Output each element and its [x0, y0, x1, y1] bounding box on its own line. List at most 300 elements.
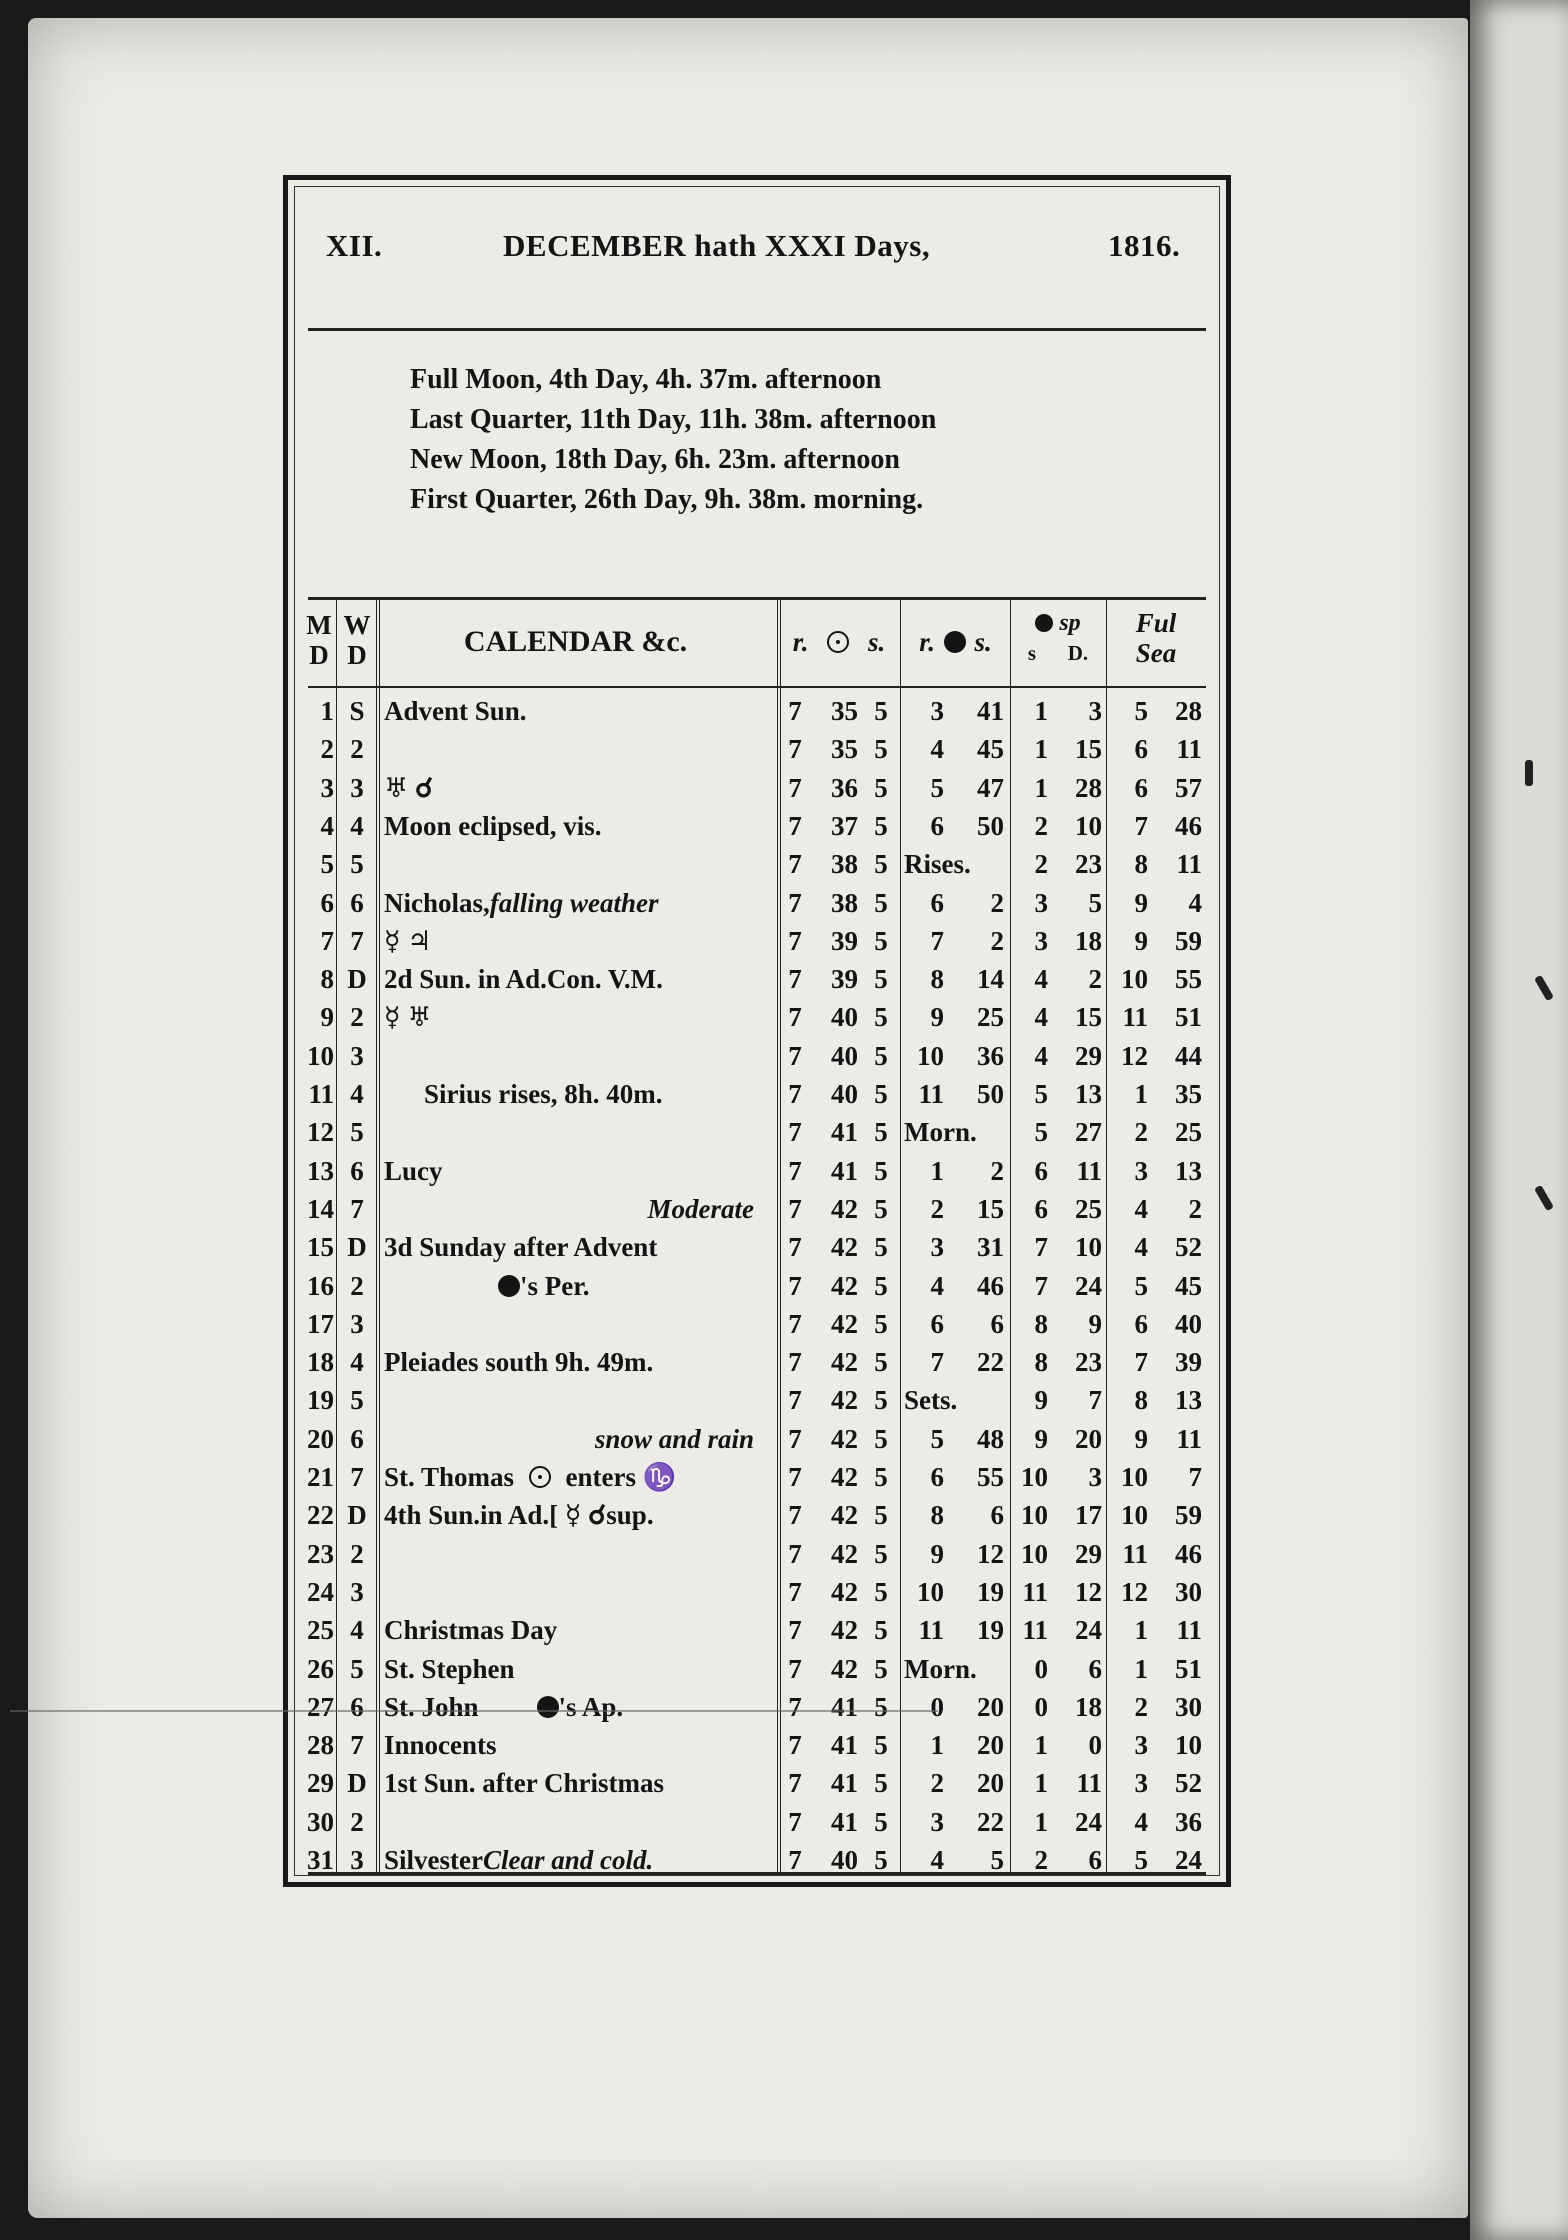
sun-rise-minute: 41 — [831, 1730, 858, 1761]
full-sea-minute: 13 — [1175, 1155, 1202, 1186]
moon-hour: 6 — [930, 1462, 944, 1492]
moon-minute: 2 — [990, 887, 1004, 918]
event-text: Pleiades south 9h. 49m. — [384, 1347, 654, 1378]
month-day: 17 — [307, 1308, 334, 1339]
moon-minute: 15 — [977, 1193, 1004, 1224]
sun-rise-hour: 7 — [788, 1462, 802, 1492]
full-sea-minute: 25 — [1175, 1117, 1202, 1148]
moon-south-hour: 1 — [1034, 772, 1048, 803]
moon-minute: 20 — [977, 1691, 1004, 1722]
sun-rise-minute: 38 — [831, 887, 858, 918]
sun-rise-minute: 38 — [831, 849, 858, 880]
table-row — [288, 1764, 1226, 1802]
moon-minute: 36 — [977, 1040, 1004, 1071]
moon-south-hour: 1 — [1034, 1768, 1048, 1799]
moon-south-hour: 1 — [1034, 1806, 1048, 1837]
event-text: 3d Sunday after Advent — [384, 1232, 658, 1263]
sun-set-hour: 5 — [874, 1462, 888, 1492]
sun-rise-hour: 7 — [788, 1270, 802, 1301]
sun-rise-hour: 7 — [788, 1730, 802, 1761]
sun-set-hour: 5 — [874, 849, 888, 880]
moon-south-hour: 3 — [1034, 925, 1048, 956]
moon-south-minute: 11 — [1076, 1768, 1102, 1799]
sun-rise-hour: 7 — [788, 1768, 802, 1799]
sun-set-hour: 5 — [874, 1538, 888, 1569]
sun-rise-hour: 7 — [788, 1385, 802, 1416]
sun-rise-minute: 35 — [831, 696, 858, 726]
week-day: 7 — [350, 1193, 364, 1224]
week-day: 2 — [350, 1002, 364, 1033]
month-day: 2 — [320, 734, 334, 765]
full-sea-hour: 12 — [1121, 1576, 1148, 1607]
sun-rise-minute: 41 — [831, 1117, 858, 1148]
full-sea-hour: 9 — [1134, 925, 1148, 956]
col-week-day: W D — [343, 610, 371, 670]
month-day: 7 — [320, 925, 334, 956]
week-day: 2 — [350, 1538, 364, 1569]
full-sea-hour: 7 — [1134, 1347, 1148, 1378]
moon-south-hour: 7 — [1034, 1270, 1048, 1301]
sun-rise-hour: 7 — [788, 1079, 802, 1109]
sun-set-hour: 5 — [874, 1117, 888, 1148]
week-day: 4 — [350, 810, 364, 841]
moon-minute: 25 — [977, 1002, 1004, 1033]
sun-rise-minute: 41 — [831, 1155, 858, 1186]
moon-south-hour: 0 — [1034, 1691, 1048, 1722]
sun-set-hour: 5 — [874, 1232, 888, 1263]
moon-south-minute: 2 — [1088, 964, 1102, 995]
full-sea-minute: 46 — [1175, 1538, 1202, 1569]
col-month-day: M D — [306, 610, 332, 670]
event-text: ☿ ♃ — [384, 925, 432, 956]
moon-south-minute: 18 — [1075, 1691, 1102, 1722]
moon-south-hour: 8 — [1034, 1347, 1048, 1378]
full-sea-hour: 10 — [1121, 964, 1148, 995]
moon-minute: 47 — [977, 772, 1004, 803]
moon-hour: 5 — [930, 1423, 944, 1454]
event-text: snow and rain — [594, 1423, 754, 1454]
sun-rise-hour: 7 — [788, 1615, 802, 1646]
month-day: 5 — [320, 849, 334, 880]
table-row — [288, 1688, 1226, 1726]
sun-rise-minute: 42 — [831, 1615, 858, 1646]
full-sea-minute: 51 — [1175, 1653, 1202, 1684]
full-sea-hour: 9 — [1134, 887, 1148, 918]
moon-rise-set: Rises. — [904, 849, 971, 880]
moon-south-minute: 29 — [1075, 1040, 1102, 1071]
sun-rise-hour: 7 — [788, 810, 802, 841]
sun-rise-hour: 7 — [788, 1653, 802, 1684]
table-row — [288, 1113, 1226, 1151]
moon-south-hour: 6 — [1034, 1155, 1048, 1186]
event-text: 4th Sun.in Ad.[ ☿ ☌sup. — [384, 1500, 654, 1531]
table-row — [288, 960, 1226, 998]
moon-south-hour: 6 — [1034, 1193, 1048, 1224]
event-text: Advent Sun. — [384, 696, 527, 726]
moon-minute: 22 — [977, 1806, 1004, 1837]
col-calendar: CALENDAR &c. — [463, 625, 688, 658]
full-sea-hour: 5 — [1134, 696, 1148, 726]
event-text: St. Thomas enters ♑ — [384, 1462, 677, 1492]
table-row — [288, 1381, 1226, 1419]
sun-rise-minute: 40 — [831, 1845, 858, 1875]
sun-set-hour: 5 — [874, 734, 888, 765]
sun-symbol — [529, 1466, 551, 1488]
moon-minute: 2 — [990, 925, 1004, 956]
sun-rise-hour: 7 — [788, 772, 802, 803]
sun-rise-hour: 7 — [788, 1423, 802, 1454]
moon-icon — [944, 631, 966, 653]
full-sea-hour: 5 — [1134, 1845, 1148, 1875]
sun-rise-hour: 7 — [788, 1691, 802, 1722]
moon-hour: 3 — [930, 1806, 944, 1837]
moon-south-minute: 18 — [1075, 925, 1102, 956]
moon-south-minute: 24 — [1075, 1615, 1102, 1646]
phase-line: Last Quarter, 11th Day, 11h. 38m. afternoon — [410, 404, 937, 435]
month-day: 15 — [307, 1232, 334, 1263]
table-row — [288, 1726, 1226, 1764]
moon-south-minute: 23 — [1075, 1347, 1102, 1378]
moon-south-minute: 29 — [1075, 1538, 1102, 1569]
table-row — [288, 1611, 1226, 1649]
sun-rise-minute: 42 — [831, 1538, 858, 1569]
moon-hour: 3 — [930, 1232, 944, 1263]
sun-set-hour: 5 — [874, 887, 888, 918]
week-day: S — [349, 696, 365, 726]
sun-rise-minute: 41 — [831, 1691, 858, 1722]
full-sea-minute: 51 — [1175, 1002, 1202, 1033]
sun-rise-minute: 41 — [831, 1768, 858, 1799]
full-sea-hour: 1 — [1134, 1079, 1148, 1109]
month-day: 3 — [320, 772, 334, 803]
sun-rise-minute: 42 — [831, 1308, 858, 1339]
sun-set-hour: 5 — [874, 1730, 888, 1761]
sun-rise-hour: 7 — [788, 964, 802, 995]
facing-page-edge — [1470, 0, 1568, 2240]
sun-set-hour: 5 — [874, 1002, 888, 1033]
sun-rise-minute: 40 — [831, 1079, 858, 1109]
week-day: 3 — [350, 1576, 364, 1607]
moon-phases — [410, 360, 936, 520]
sun-set-hour: 5 — [874, 1079, 888, 1109]
moon-symbol — [498, 1275, 520, 1297]
table-row — [288, 1190, 1226, 1228]
full-sea-minute: 52 — [1175, 1232, 1202, 1263]
moon-south-minute: 11 — [1076, 1155, 1102, 1186]
month-day: 29 — [307, 1768, 334, 1799]
sun-rise-hour: 7 — [788, 1308, 802, 1339]
table-row — [288, 1228, 1226, 1266]
moon-south-hour: 1 — [1034, 1730, 1048, 1761]
sun-set-hour: 5 — [874, 696, 888, 726]
sun-rise-hour: 7 — [788, 1806, 802, 1837]
moon-south-minute: 20 — [1075, 1423, 1102, 1454]
moon-hour: 1 — [930, 1730, 944, 1761]
moon-hour: 9 — [930, 1002, 944, 1033]
moon-south-hour: 2 — [1034, 810, 1048, 841]
week-day: 6 — [350, 1691, 364, 1722]
week-day: 7 — [350, 1730, 364, 1761]
sun-set-hour: 5 — [874, 1576, 888, 1607]
full-sea-hour: 10 — [1121, 1462, 1148, 1492]
event-text: Christmas Day — [384, 1615, 558, 1646]
moon-hour: 3 — [930, 696, 944, 726]
full-sea-hour: 2 — [1134, 1691, 1148, 1722]
full-sea-minute: 10 — [1175, 1730, 1202, 1761]
moon-south-minute: 10 — [1075, 810, 1102, 841]
moon-south-hour: 4 — [1034, 1002, 1048, 1033]
sun-rise-hour: 7 — [788, 1040, 802, 1071]
full-sea-minute: 24 — [1175, 1845, 1202, 1875]
week-day: D — [347, 1232, 367, 1263]
sun-rise-minute: 42 — [831, 1462, 858, 1492]
table-row — [288, 1075, 1226, 1113]
moon-south-minute: 24 — [1075, 1806, 1102, 1837]
moon-south-hour: 4 — [1034, 964, 1048, 995]
moon-south-hour: 2 — [1034, 849, 1048, 880]
month-day: 1 — [320, 696, 334, 726]
col-sun: r. s. — [792, 627, 886, 657]
week-day: 5 — [350, 1653, 364, 1684]
full-sea-hour: 1 — [1134, 1615, 1148, 1646]
full-sea-hour: 5 — [1134, 1270, 1148, 1301]
col-moon-south: sp s D. — [1027, 610, 1089, 665]
full-sea-minute: 11 — [1176, 849, 1202, 880]
sun-set-hour: 5 — [874, 810, 888, 841]
moon-south-minute: 12 — [1075, 1576, 1102, 1607]
sun-set-hour: 5 — [874, 1423, 888, 1454]
moon-south-hour: 0 — [1034, 1653, 1048, 1684]
event-text: Nicholas,falling weather — [384, 887, 659, 918]
week-day: D — [347, 1500, 367, 1531]
moon-minute: 19 — [977, 1576, 1004, 1607]
month-day: 16 — [307, 1270, 334, 1301]
sun-rise-hour: 7 — [788, 925, 802, 956]
moon-south-hour: 10 — [1021, 1500, 1048, 1531]
full-sea-hour: 4 — [1134, 1806, 1148, 1837]
sun-set-hour: 5 — [874, 1500, 888, 1531]
month-day: 31 — [307, 1845, 334, 1875]
full-sea-minute: 4 — [1188, 887, 1202, 918]
sun-rise-hour: 7 — [788, 1845, 802, 1875]
month-day: 9 — [320, 1002, 334, 1033]
table-row — [288, 1343, 1226, 1381]
moon-south-hour: 5 — [1034, 1117, 1048, 1148]
month-day: 27 — [307, 1691, 334, 1722]
moon-minute: 2 — [990, 1155, 1004, 1186]
week-day: D — [347, 964, 367, 995]
moon-south-hour: 10 — [1021, 1462, 1048, 1492]
sun-rise-hour: 7 — [788, 887, 802, 918]
full-sea-minute: 11 — [1176, 1423, 1202, 1454]
event-text: Innocents — [384, 1730, 497, 1761]
month-day: 11 — [308, 1079, 334, 1109]
table-row — [288, 1650, 1226, 1688]
moon-hour: 6 — [930, 887, 944, 918]
moon-south-minute: 27 — [1075, 1117, 1102, 1148]
sun-set-hour: 5 — [874, 1193, 888, 1224]
sun-set-hour: 5 — [874, 1768, 888, 1799]
sun-rise-minute: 40 — [831, 1002, 858, 1033]
phase-line: First Quarter, 26th Day, 9h. 38m. morning. — [410, 484, 924, 515]
event-text: ☿ ♅ — [384, 1002, 432, 1033]
week-day: 6 — [350, 1423, 364, 1454]
table-row — [288, 730, 1226, 768]
moon-south-minute: 6 — [1088, 1845, 1102, 1875]
full-sea-hour: 8 — [1134, 1385, 1148, 1416]
table-row — [288, 884, 1226, 922]
sun-rise-minute: 39 — [831, 964, 858, 995]
sun-rise-minute: 41 — [831, 1806, 858, 1837]
sun-rise-hour: 7 — [788, 1232, 802, 1263]
event-text: Sirius rises, 8h. 40m. — [424, 1079, 663, 1109]
moon-south-minute: 3 — [1088, 1462, 1102, 1492]
table-row — [288, 1535, 1226, 1573]
month-day: 24 — [307, 1576, 334, 1607]
moon-south-hour: 5 — [1034, 1079, 1048, 1109]
full-sea-hour: 6 — [1134, 772, 1148, 803]
sun-rise-minute: 42 — [831, 1500, 858, 1531]
moon-minute: 41 — [977, 696, 1004, 726]
table-row — [288, 807, 1226, 845]
table-row — [288, 1152, 1226, 1190]
month-number: XII. — [326, 228, 383, 263]
moon-rise-set: Morn. — [904, 1117, 977, 1148]
sun-rise-minute: 42 — [831, 1576, 858, 1607]
moon-hour: 11 — [918, 1615, 944, 1646]
full-sea-hour: 8 — [1134, 849, 1148, 880]
moon-hour: 6 — [930, 1308, 944, 1339]
moon-hour: 9 — [930, 1538, 944, 1569]
event-text: Moon eclipsed, vis. — [384, 810, 602, 841]
full-sea-hour: 6 — [1134, 734, 1148, 765]
week-day: 3 — [350, 1040, 364, 1071]
week-day: 6 — [350, 1155, 364, 1186]
sun-set-hour: 5 — [874, 1653, 888, 1684]
moon-south-hour: 11 — [1022, 1615, 1048, 1646]
sun-rise-hour: 7 — [788, 1347, 802, 1378]
week-day: 5 — [350, 1385, 364, 1416]
month-day: 8 — [320, 964, 334, 995]
sun-icon — [827, 631, 849, 653]
moon-hour: 11 — [918, 1079, 944, 1109]
table-row — [288, 1305, 1226, 1343]
month-day: 20 — [307, 1423, 334, 1454]
sun-rise-minute: 42 — [831, 1347, 858, 1378]
sun-rise-minute: 37 — [831, 810, 858, 841]
full-sea-minute: 57 — [1175, 772, 1202, 803]
full-sea-hour: 6 — [1134, 1308, 1148, 1339]
moon-hour: 6 — [930, 810, 944, 841]
moon-south-minute: 15 — [1075, 734, 1102, 765]
table-row — [288, 1420, 1226, 1458]
moon-minute: 20 — [977, 1730, 1004, 1761]
table-row — [288, 1458, 1226, 1496]
full-sea-minute: 11 — [1176, 1615, 1202, 1646]
full-sea-hour: 7 — [1134, 810, 1148, 841]
sun-rise-minute: 42 — [831, 1193, 858, 1224]
moon-south-minute: 7 — [1088, 1385, 1102, 1416]
sun-set-hour: 5 — [874, 1691, 888, 1722]
moon-hour: 7 — [930, 1347, 944, 1378]
table-row — [288, 692, 1226, 730]
event-text: ♅ ☌ — [384, 772, 434, 803]
moon-south-minute: 25 — [1075, 1193, 1102, 1224]
sun-rise-hour: 7 — [788, 1500, 802, 1531]
sun-rise-minute: 42 — [831, 1270, 858, 1301]
sun-rise-minute: 35 — [831, 734, 858, 765]
full-sea-hour: 1 — [1134, 1653, 1148, 1684]
moon-hour: 10 — [917, 1576, 944, 1607]
full-sea-minute: 7 — [1188, 1462, 1202, 1492]
full-sea-minute: 30 — [1175, 1691, 1202, 1722]
moon-hour: 2 — [930, 1768, 944, 1799]
moon-hour: 8 — [930, 964, 944, 995]
moon-south-hour: 1 — [1034, 734, 1048, 765]
table-row — [288, 1573, 1226, 1611]
sun-rise-minute: 42 — [831, 1232, 858, 1263]
phase-line: New Moon, 18th Day, 6h. 23m. afternoon — [410, 444, 900, 475]
moon-hour: 1 — [930, 1155, 944, 1186]
moon-hour: 7 — [930, 925, 944, 956]
moon-hour: 5 — [930, 772, 944, 803]
moon-south-hour: 8 — [1034, 1308, 1048, 1339]
moon-hour: 10 — [917, 1040, 944, 1071]
moon-south-hour: 3 — [1034, 887, 1048, 918]
moon-south-hour: 4 — [1034, 1040, 1048, 1071]
table-row — [288, 845, 1226, 883]
moon-minute: 14 — [977, 964, 1004, 995]
moon-south-minute: 6 — [1088, 1653, 1102, 1684]
sun-rise-hour: 7 — [788, 1193, 802, 1224]
month-day: 18 — [307, 1347, 334, 1378]
sun-rise-minute: 42 — [831, 1653, 858, 1684]
table-row — [288, 1803, 1226, 1841]
moon-hour: 4 — [930, 734, 944, 765]
table-row — [288, 1037, 1226, 1075]
event-text: St. Stephen — [384, 1653, 515, 1684]
event-text: St. John 's Ap. — [384, 1691, 624, 1722]
sun-rise-hour: 7 — [788, 1576, 802, 1607]
moon-south-minute: 23 — [1075, 849, 1102, 880]
month-title: DECEMBER hath XXXI Days, — [503, 228, 931, 263]
page-mark — [1525, 760, 1533, 786]
full-sea-minute: 55 — [1175, 964, 1202, 995]
sun-rise-hour: 7 — [788, 734, 802, 765]
full-sea-minute: 52 — [1175, 1768, 1202, 1799]
week-day: 2 — [350, 1270, 364, 1301]
full-sea-hour: 11 — [1122, 1538, 1148, 1569]
sun-rise-minute: 39 — [831, 925, 858, 956]
sun-set-hour: 5 — [874, 772, 888, 803]
moon-south-hour: 10 — [1021, 1538, 1048, 1569]
month-day: 21 — [307, 1462, 334, 1492]
moon-minute: 46 — [977, 1270, 1004, 1301]
phase-line: Full Moon, 4th Day, 4h. 37m. afternoon — [410, 364, 882, 395]
full-sea-hour: 3 — [1134, 1155, 1148, 1186]
month-day: 28 — [307, 1730, 334, 1761]
event-text: SilvesterClear and cold. — [384, 1845, 654, 1875]
full-sea-minute: 59 — [1175, 1500, 1202, 1531]
full-sea-minute: 36 — [1175, 1806, 1202, 1837]
sun-rise-hour: 7 — [788, 696, 802, 726]
table-row — [288, 1267, 1226, 1305]
table-row — [288, 922, 1226, 960]
moon-south-minute: 0 — [1088, 1730, 1102, 1761]
sun-set-hour: 5 — [874, 1347, 888, 1378]
moon-minute: 55 — [977, 1462, 1004, 1492]
full-sea-hour: 3 — [1134, 1768, 1148, 1799]
